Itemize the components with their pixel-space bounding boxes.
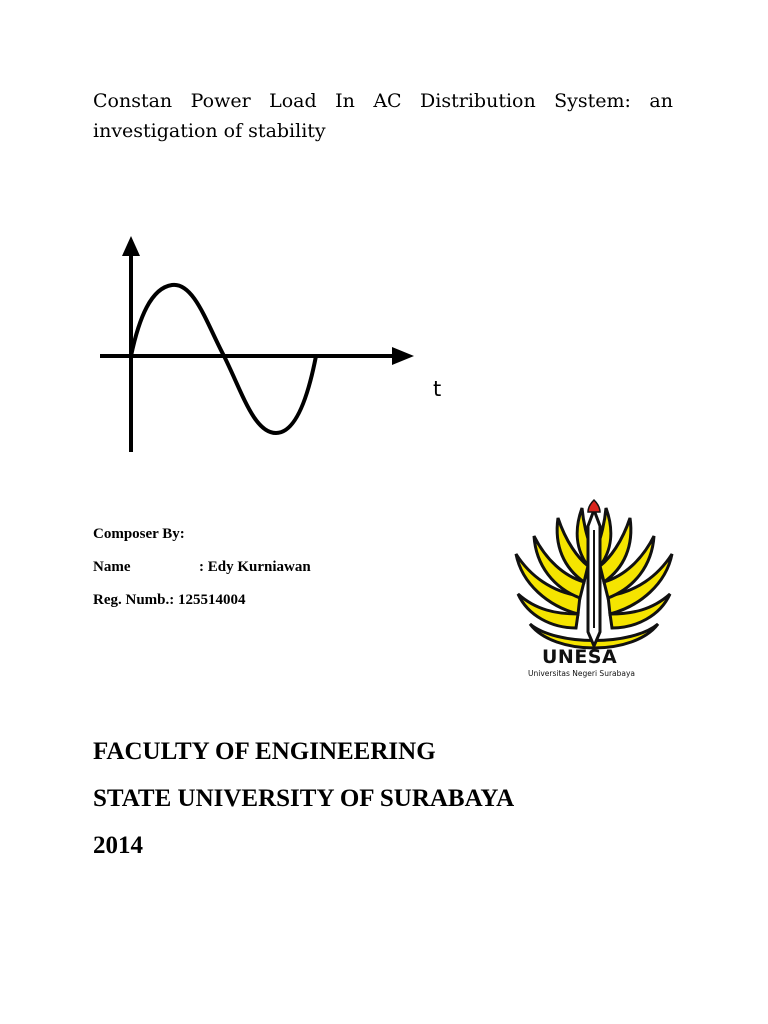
composer-name-row [93, 551, 311, 584]
flame-tip [588, 500, 600, 512]
right-wing [596, 508, 672, 628]
year-line: 2014 [93, 832, 143, 859]
sine-wave-icon [96, 230, 452, 460]
logo-subtitle: Universitas Negeri Surabaya [528, 669, 636, 678]
logo-wordmark: UNESA [542, 646, 618, 668]
name-value: : Edy Kurniawan [199, 559, 311, 575]
time-axis-label: t [433, 377, 442, 401]
university-line: STATE UNIVERSITY OF SURABAYA [93, 785, 515, 812]
figure-background [96, 230, 452, 460]
reg-label: Reg. Numb. [93, 592, 170, 608]
document-title: Constan Power Load In AC Distribution System: an investigation of stability [93, 90, 673, 142]
institution-block [93, 728, 514, 869]
name-label: Name [93, 559, 131, 575]
composer-info [93, 518, 311, 617]
left-wing [516, 508, 592, 628]
reg-value: : 125514004 [169, 592, 246, 608]
composer-reg-row [93, 584, 311, 617]
faculty-line: FACULTY OF ENGINEERING [93, 738, 436, 765]
composer-heading: Composer By: [93, 526, 185, 542]
